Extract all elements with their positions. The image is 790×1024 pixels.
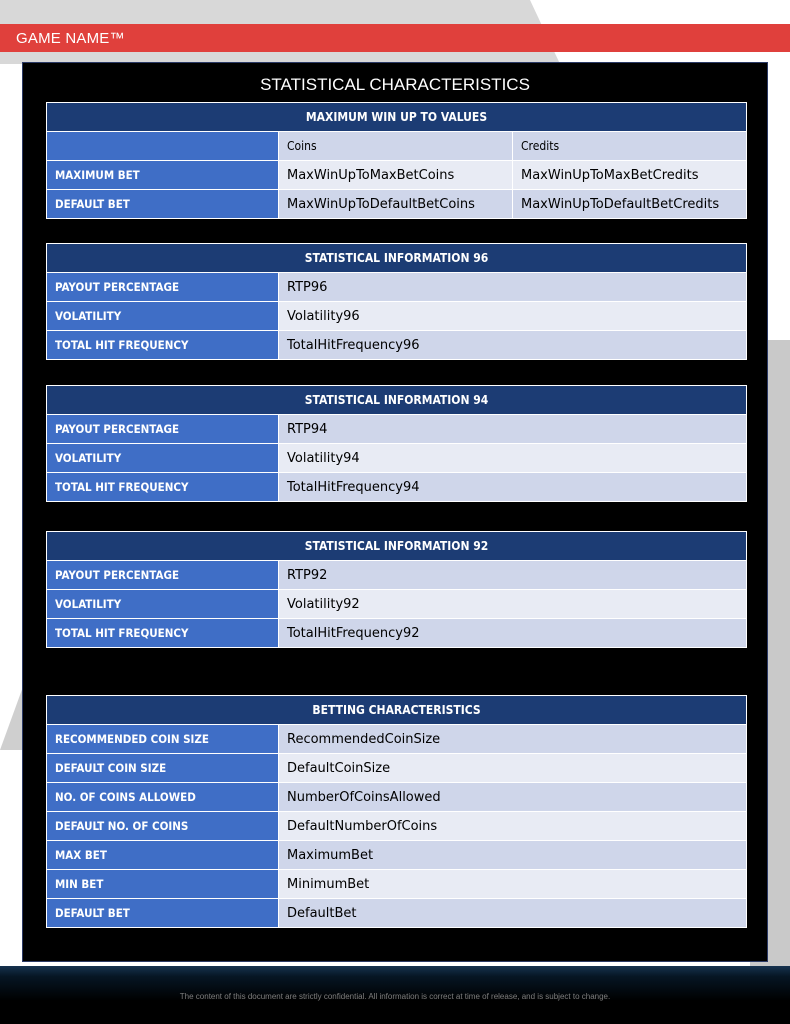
row-label: MIN BET — [47, 870, 279, 899]
table-row — [47, 899, 747, 928]
table-caption-row — [47, 244, 747, 273]
row-value: RTP94 — [279, 415, 747, 444]
row-label: DEFAULT BET — [47, 899, 279, 928]
row-value: DefaultCoinSize — [279, 754, 747, 783]
stat96-table — [46, 243, 747, 360]
row-value: MaximumBet — [279, 841, 747, 870]
table-caption-row — [47, 532, 747, 561]
row-value: MinimumBet — [279, 870, 747, 899]
game-name-title: GAME NAME™ — [16, 30, 125, 47]
row-value: Volatility92 — [279, 590, 747, 619]
table-caption-row — [47, 386, 747, 415]
table-row — [47, 190, 747, 219]
row-value: RecommendedCoinSize — [279, 725, 747, 754]
table-caption-row — [47, 696, 747, 725]
row-label: TOTAL HIT FREQUENCY — [47, 619, 279, 648]
row-label: PAYOUT PERCENTAGE — [47, 561, 279, 590]
stat96-caption: STATISTICAL INFORMATION 96 — [47, 244, 747, 273]
row-label: VOLATILITY — [47, 302, 279, 331]
stat94-caption: STATISTICAL INFORMATION 94 — [47, 386, 747, 415]
table-row — [47, 473, 747, 502]
table-header-row — [47, 132, 747, 161]
max-win-caption: MAXIMUM WIN UP TO VALUES — [47, 103, 747, 132]
row-value: DefaultBet — [279, 899, 747, 928]
statistics-panel — [22, 62, 768, 962]
row-label: PAYOUT PERCENTAGE — [47, 273, 279, 302]
row-value: TotalHitFrequency96 — [279, 331, 747, 360]
table-row — [47, 590, 747, 619]
row-value: RTP96 — [279, 273, 747, 302]
row-label: MAXIMUM BET — [47, 161, 279, 190]
coins-value: MaxWinUpToMaxBetCoins — [279, 161, 513, 190]
table-row — [47, 841, 747, 870]
table-row — [47, 870, 747, 899]
row-label: TOTAL HIT FREQUENCY — [47, 331, 279, 360]
row-value: Volatility96 — [279, 302, 747, 331]
table-row — [47, 331, 747, 360]
max-win-table — [46, 102, 747, 219]
table-row — [47, 783, 747, 812]
row-value: TotalHitFrequency94 — [279, 473, 747, 502]
stat94-table — [46, 385, 747, 502]
credits-value: MaxWinUpToDefaultBetCredits — [513, 190, 747, 219]
row-label: VOLATILITY — [47, 590, 279, 619]
credits-value: MaxWinUpToMaxBetCredits — [513, 161, 747, 190]
coins-value: MaxWinUpToDefaultBetCoins — [279, 190, 513, 219]
table-row — [47, 754, 747, 783]
credits-header: Credits — [513, 132, 747, 161]
table-row — [47, 619, 747, 648]
table-row — [47, 812, 747, 841]
row-value: DefaultNumberOfCoins — [279, 812, 747, 841]
row-value: Volatility94 — [279, 444, 747, 473]
table-row — [47, 415, 747, 444]
row-label: RECOMMENDED COIN SIZE — [47, 725, 279, 754]
row-label: PAYOUT PERCENTAGE — [47, 415, 279, 444]
row-label: MAX BET — [47, 841, 279, 870]
table-row — [47, 444, 747, 473]
table-row — [47, 561, 747, 590]
table-row — [47, 302, 747, 331]
table-row — [47, 273, 747, 302]
row-value: TotalHitFrequency92 — [279, 619, 747, 648]
row-value: NumberOfCoinsAllowed — [279, 783, 747, 812]
row-label: DEFAULT NO. OF COINS — [47, 812, 279, 841]
confidentiality-notice: The content of this document are strictly confidential. All information is correct at time of release, and is subject to change. — [179, 992, 611, 1001]
stat92-table — [46, 531, 747, 648]
coins-header: Coins — [279, 132, 513, 161]
table-caption-row — [47, 103, 747, 132]
header-bar — [0, 24, 790, 52]
row-label: DEFAULT BET — [47, 190, 279, 219]
table-row — [47, 725, 747, 754]
row-label: NO. OF COINS ALLOWED — [47, 783, 279, 812]
row-label: DEFAULT COIN SIZE — [47, 754, 279, 783]
empty-header-cell — [47, 132, 279, 161]
table-row — [47, 161, 747, 190]
betting-table — [46, 695, 747, 928]
panel-title: STATISTICAL CHARACTERISTICS — [260, 75, 530, 94]
row-label: VOLATILITY — [47, 444, 279, 473]
betting-caption: BETTING CHARACTERISTICS — [47, 696, 747, 725]
row-value: RTP92 — [279, 561, 747, 590]
stat92-caption: STATISTICAL INFORMATION 92 — [47, 532, 747, 561]
row-label: TOTAL HIT FREQUENCY — [47, 473, 279, 502]
